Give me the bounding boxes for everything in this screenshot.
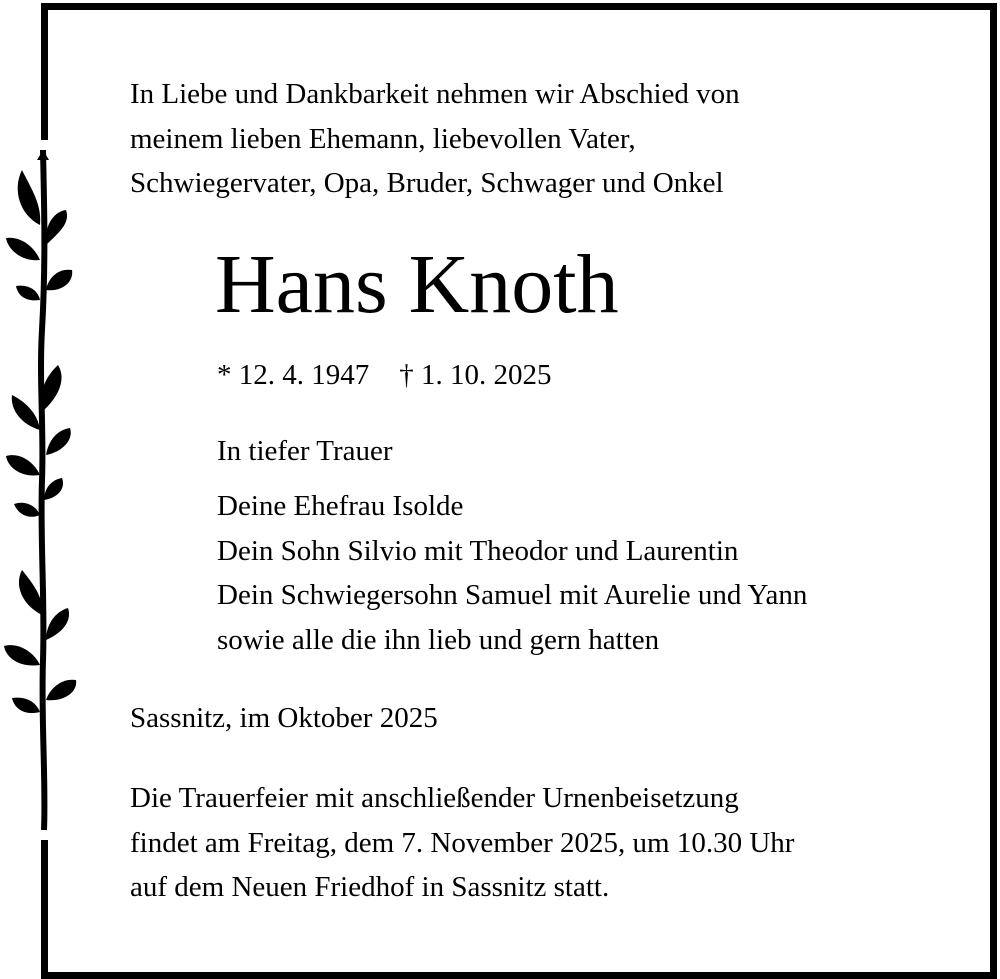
intro-line: In Liebe und Dankbarkeit nehmen wir Abschied von (130, 78, 740, 110)
mourner-line: Dein Sohn Silvio mit Theodor und Laurentin (217, 534, 739, 567)
death-date: † 1. 10. 2025 (399, 359, 552, 391)
mourner-line: sowie alle die ihn lieb und gern hatten (217, 623, 660, 656)
service-line: auf dem Neuen Friedhof in Sassnitz statt. (130, 871, 610, 903)
service-info (130, 776, 794, 910)
deceased-name: Hans Knoth (215, 238, 619, 331)
mourner-line: Dein Schwiegersohn Samuel mit Aurelie und Yann (217, 579, 808, 611)
intro-line: meinem lieben Ehemann, liebevollen Vater, (130, 122, 636, 155)
mourner-line: Deine Ehefrau Isolde (217, 490, 464, 522)
intro-line: Schwiegervater, Opa, Bruder, Schwager und Onkel (130, 167, 724, 199)
mourning-heading: In tiefer Trauer (217, 435, 393, 467)
life-dates (217, 353, 552, 398)
birth-date: * 12. 4. 1947 (217, 359, 370, 391)
leaf-vine-icon (0, 0, 100, 977)
place-date: Sassnitz, im Oktober 2025 (130, 702, 438, 734)
mourners-list (217, 484, 807, 662)
service-line: findet am Freitag, dem 7. November 2025, um 10.30 Uhr (130, 826, 795, 859)
service-line: Die Trauerfeier mit anschließender Urnenbeisetzung (130, 782, 739, 814)
intro-text (130, 72, 740, 206)
